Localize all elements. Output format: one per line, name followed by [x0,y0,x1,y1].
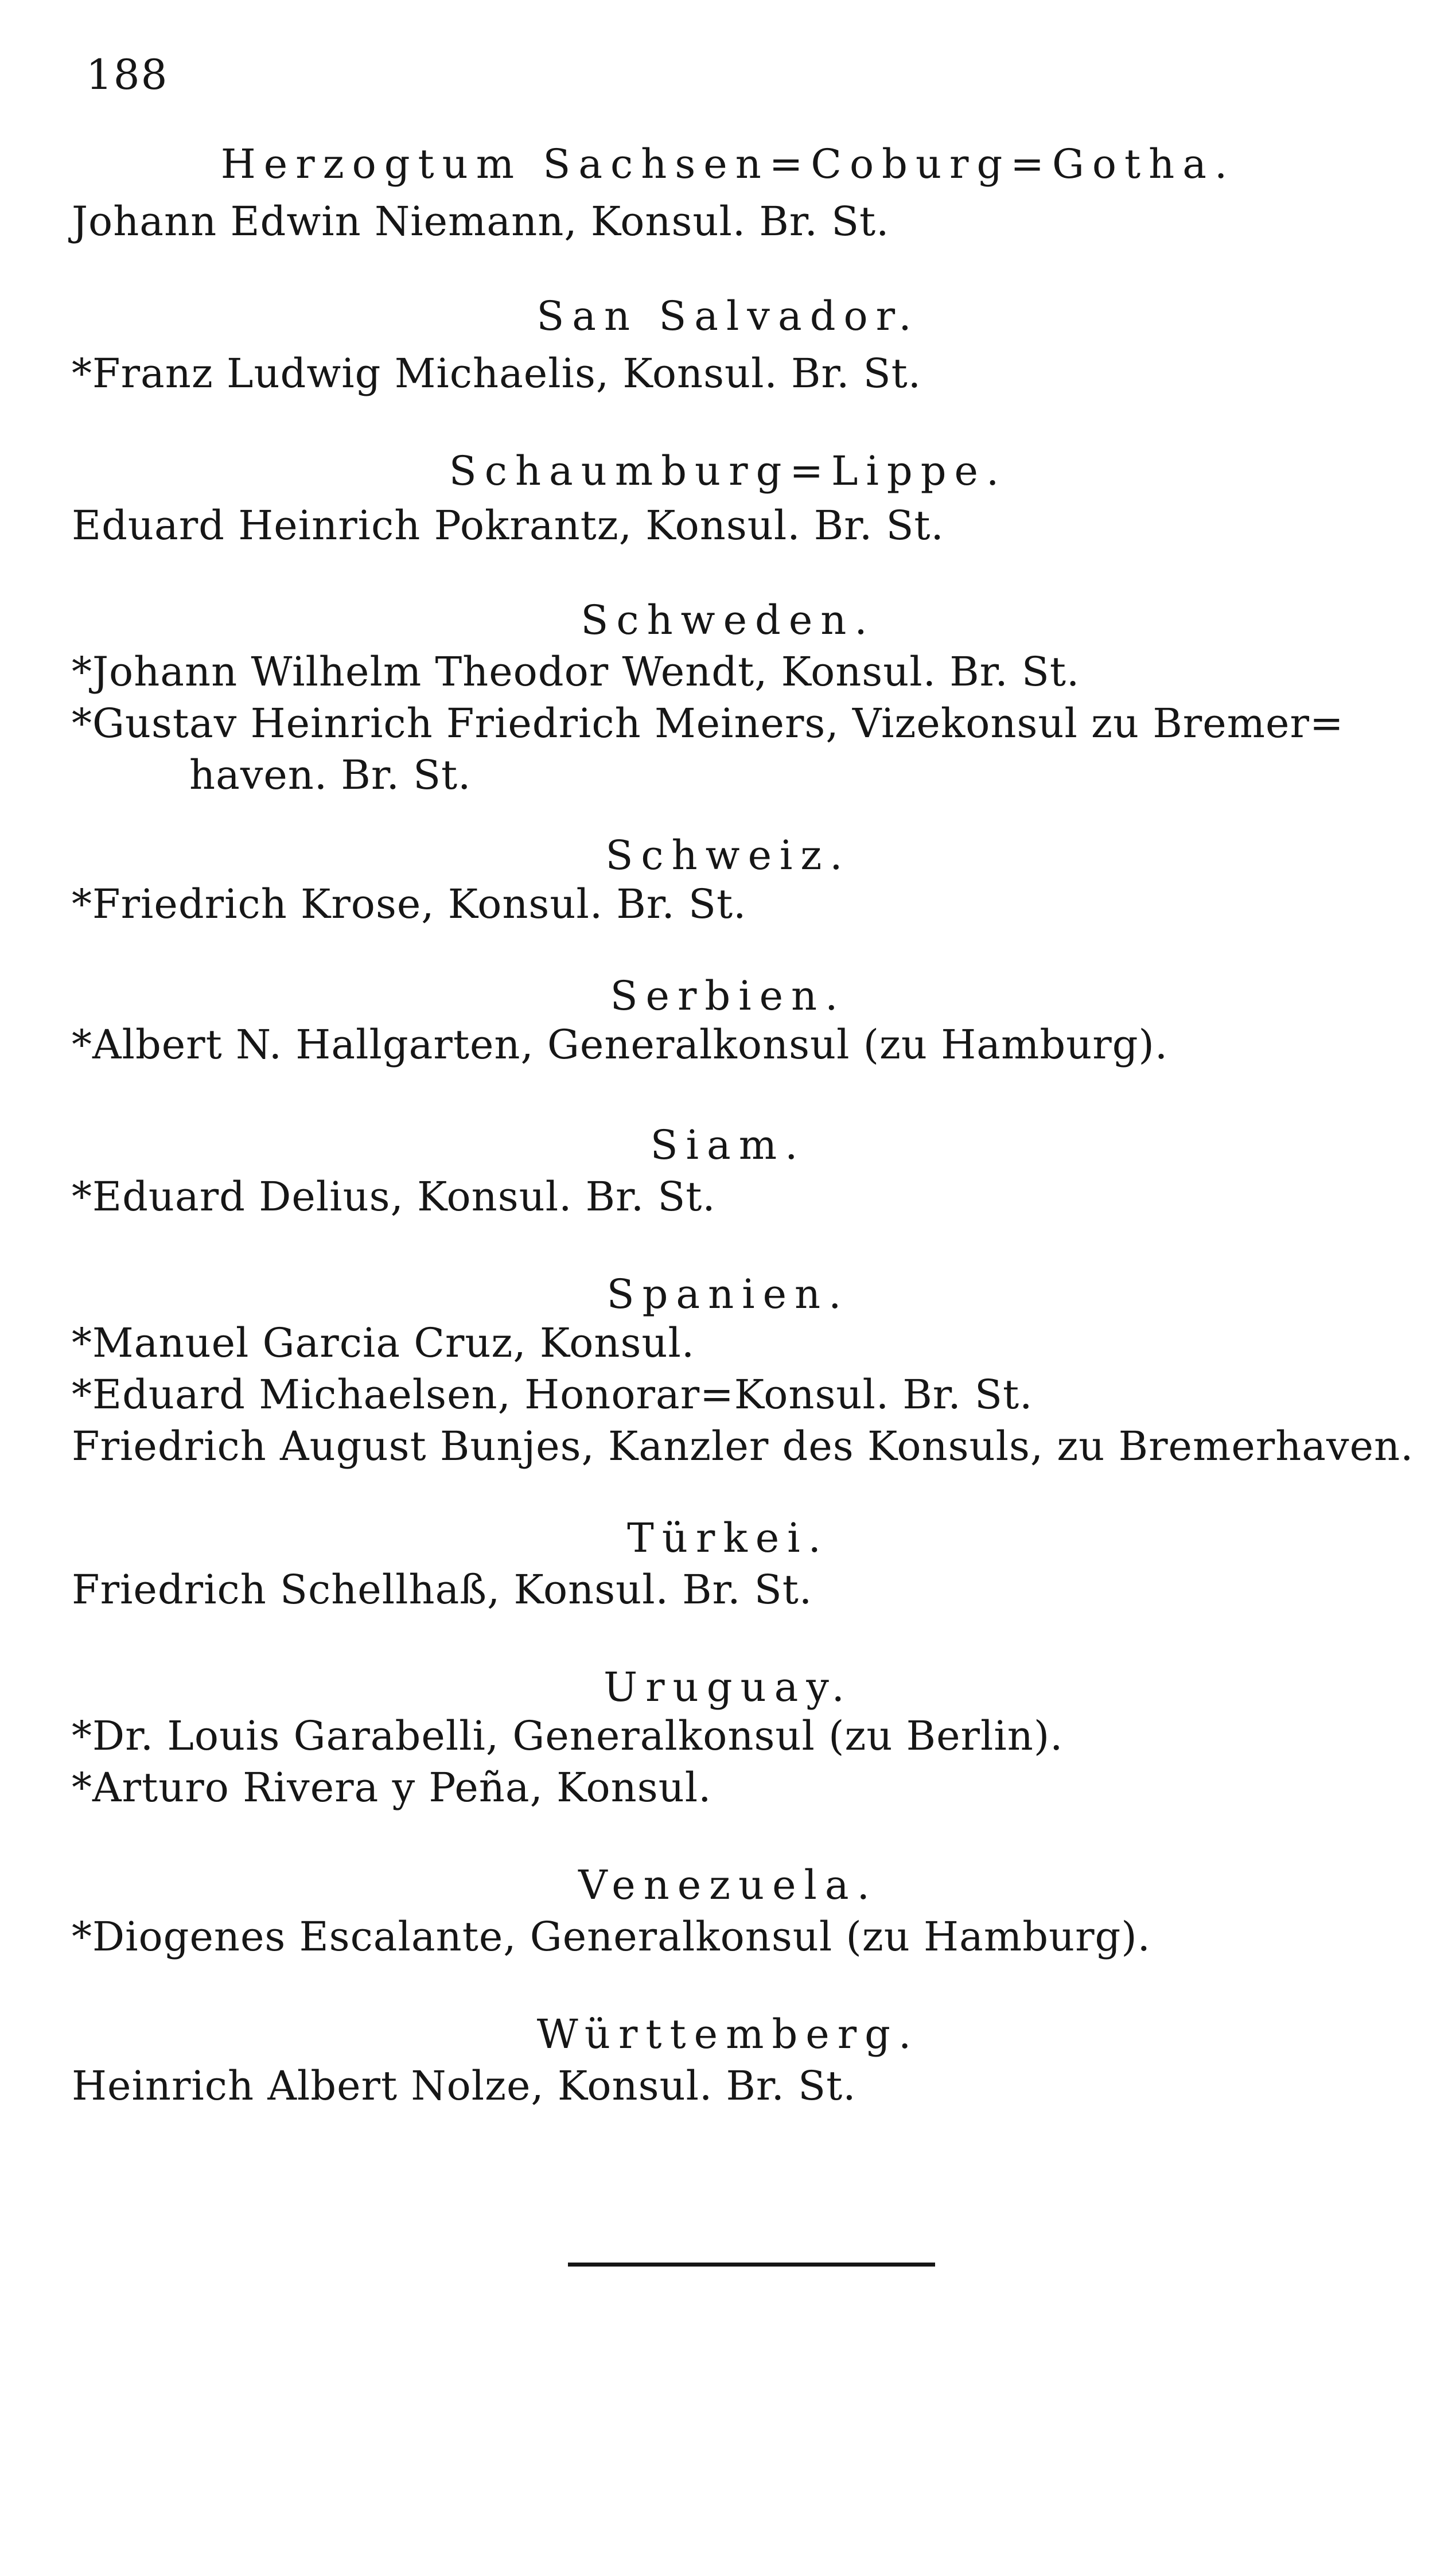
section-heading-siam: Siam. [650,1122,806,1169]
closing-rule [568,2263,935,2267]
entry-line: *Franz Ludwig Michaelis, Konsul. Br. St. [72,350,922,397]
section-heading-schaumburg-lippe: Schaumburg=Lippe. [449,447,1007,494]
entry-line: Eduard Heinrich Pokrantz, Konsul. Br. St. [72,502,944,549]
page-number: 188 [86,50,169,99]
section-heading-spanien: Spanien. [606,1271,850,1318]
section-heading-schweden: Schweden. [581,597,875,644]
entry-line: Friedrich August Bunjes, Kanzler des Konsuls, zu Bremerhaven. [72,1423,1414,1470]
entry-line: Heinrich Albert Nolze, Konsul. Br. St. [72,2062,857,2109]
entry-line: *Arturo Rivera y Peña, Konsul. [72,1764,712,1811]
section-heading-uruguay: Uruguay. [604,1664,852,1711]
entry-line: *Eduard Michaelsen, Honorar=Konsul. Br. St. [72,1371,1033,1418]
section-heading-venezuela: Venezuela. [578,1862,878,1909]
entry-line: *Johann Wilhelm Theodor Wendt, Konsul. Br. St. [72,648,1080,695]
entry-line: Johann Edwin Niemann, Konsul. Br. St. [72,198,890,245]
entry-line: *Eduard Delius, Konsul. Br. St. [72,1173,716,1220]
section-heading-san-salvador: San Salvador. [536,293,920,340]
entry-line: *Gustav Heinrich Friedrich Meiners, Vizekonsul zu Bremer= [72,700,1344,747]
entry-line: *Friedrich Krose, Konsul. Br. St. [72,881,747,928]
section-heading-sachsen-coburg-gotha: Herzogtum Sachsen=Coburg=Gotha. [220,141,1236,188]
entry-line: *Diogenes Escalante, Generalkonsul (zu Hamburg). [72,1913,1151,1960]
section-heading-wuerttemberg: Württemberg. [536,2011,920,2058]
entry-line-continuation: haven. Br. St. [189,752,472,799]
section-heading-schweiz: Schweiz. [605,832,851,879]
entry-line: *Manuel Garcia Cruz, Konsul. [72,1319,695,1366]
section-heading-tuerkei: Türkei. [627,1514,829,1562]
section-heading-serbien: Serbien. [610,972,846,1019]
entry-line: Friedrich Schellhaß, Konsul. Br. St. [72,1566,813,1613]
entry-line: *Dr. Louis Garabelli, Generalkonsul (zu Berlin). [72,1712,1064,1759]
entry-line: *Albert N. Hallgarten, Generalkonsul (zu Hamburg). [72,1021,1169,1068]
